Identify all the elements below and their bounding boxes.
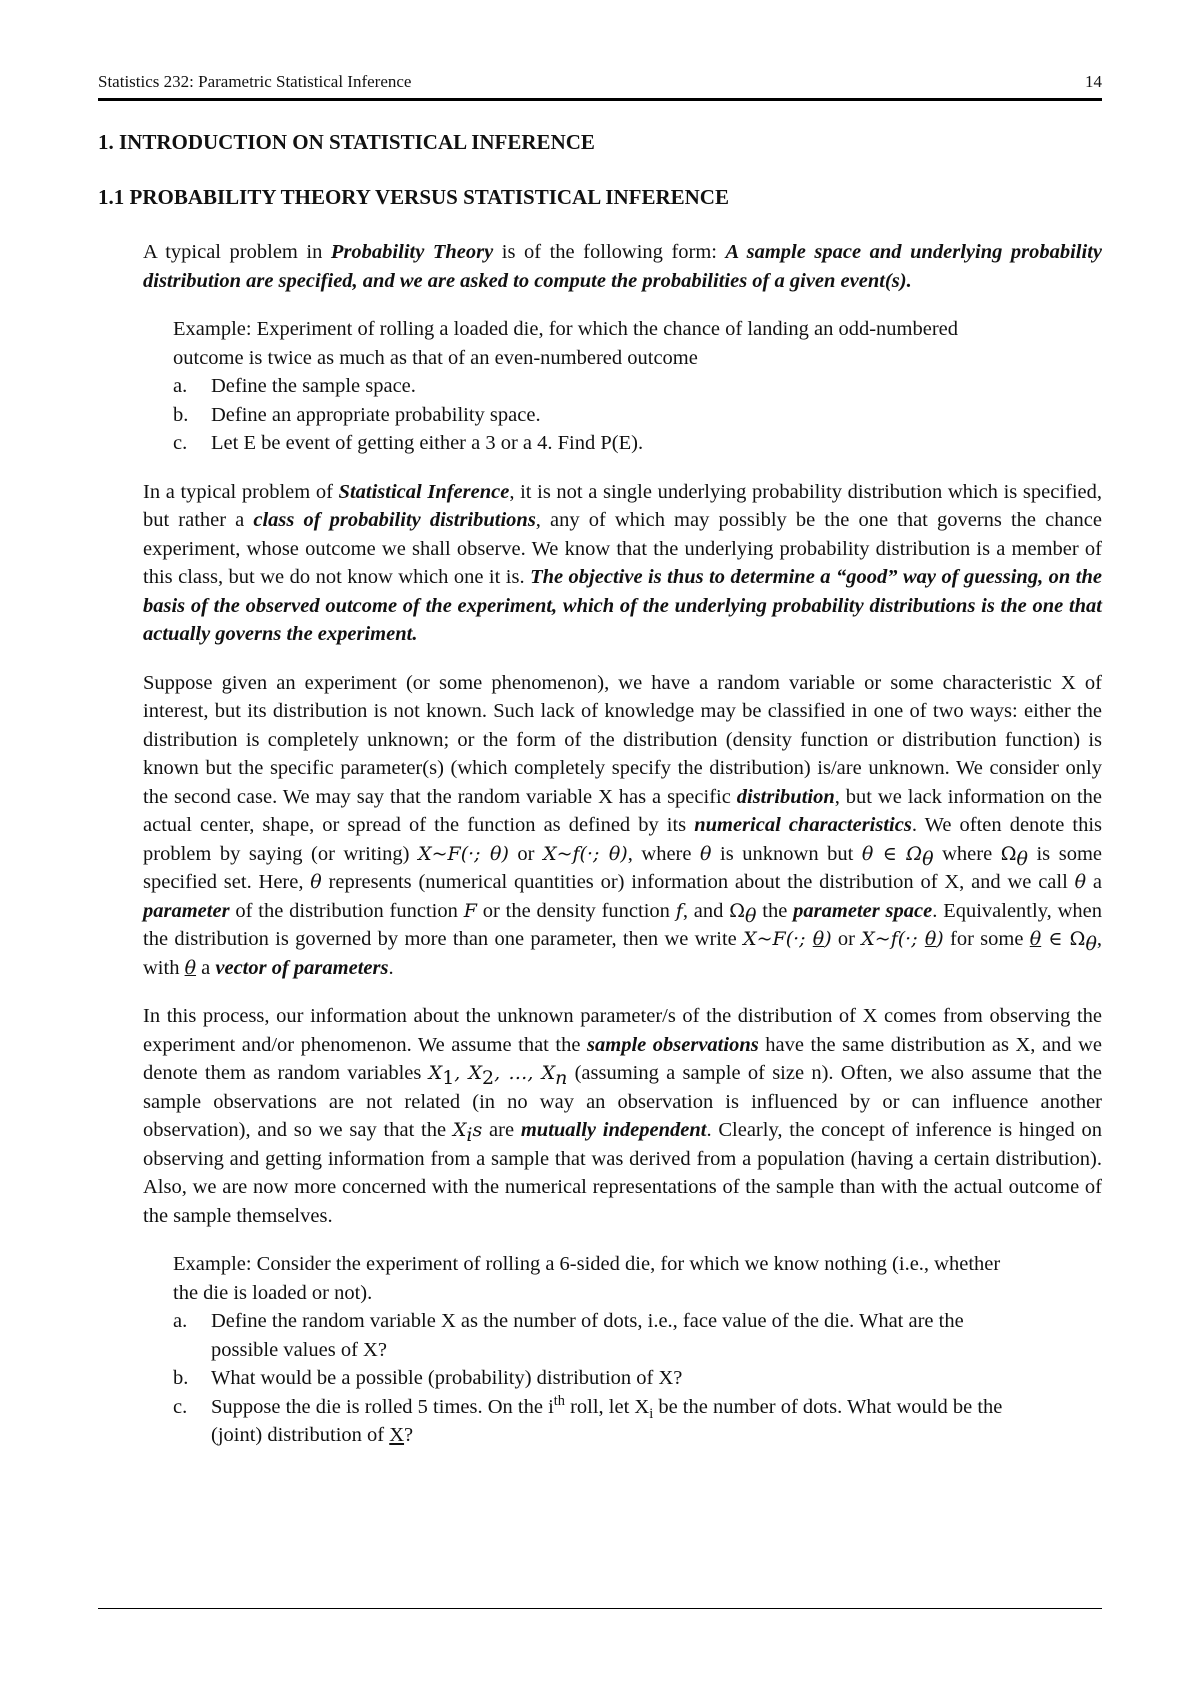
list-item: c. Suppose the die is rolled 5 times. On the $i^{th}$ roll, let $X_i$ be the number of dots. What would be the (joint) distribution of X? [173, 1392, 1003, 1446]
page-content [98, 128, 1103, 1470]
course-title: Statistics 232: Parametric Statistical Inference [98, 72, 412, 91]
paragraph-probability-theory: A typical problem in Probability Theory is of the following form: A sample space and underlying probability distribution are specified, and we are asked to compute the probabilities of a given event(s). [143, 241, 1102, 292]
example-intro: Example: Consider the experiment of rolling a 6-sided die, for which we know nothing (i.e., whether the die is loaded or not). [173, 1253, 1001, 1304]
list-item: a. Define the random variable X as the number of dots, i.e., face value of the die. What are the possible values of X? [173, 1310, 964, 1361]
example-intro: Example: Experiment of rolling a loaded die, for which the chance of landing an odd-numbered outcome is twice as much as that of an even-numbered outcome [173, 318, 958, 369]
chapter-heading: 1. INTRODUCTION ON STATISTICAL INFERENCE [98, 130, 595, 154]
paragraph-parameters: Suppose given an experiment (or some phenomenon), we have a random variable or some characteristic X of interest, but its distribution is not known. Such lack of knowledge may be classified in one of two ways: either the distribution is completely unknown; or the form of the distribution (density function or distribution function) is known but the specific parameter(s) (which completely specify the distribution) is/are unknown. We consider only the second case. We may say that the random variable X has a specific distribution, but we lack information on the actual center, shape, or spread of the function as defined by its numerical characteristics. We often denote this problem by saying (or writing) X~F(·; θ) or X~f(·; θ), where θ is unknown but θ ∈ $\Omega_\theta$ where $\Omega_\theta$ is some specified set. Here, θ represents (numerical quantities or) information about the distribution of X, and we call θ a parameter of the distribution function F or the density function f, and $\Omega_\theta$ the parameter space. Equivalently, when the distribution is governed by more than one parameter, then we write X~F(·; θ) or X~f(·; θ) for some θ ∈ $\Omega_\theta$, with θ a vector of parameters. [143, 671, 1103, 979]
list-item: c. Let E be event of getting either a 3 or a 4. Find P(E). [173, 432, 644, 454]
list-item: b. Define an appropriate probability space. [173, 403, 541, 426]
paragraph-statistical-inference: In a typical problem of Statistical Inference, it is not a single underlying probability distribution which is specified, but rather a class of probability distributions, any of which may possibly be the one that governs the chance experiment, whose outcome we shall observe. We know that the underlying probability distribution is a member of this class, but we do not know which one it is. The objective is thus to determine a “good” way of guessing, on the basis of the observed outcome of the experiment, which of the underlying probability distributions is the one that actually governs the experiment. [143, 480, 1102, 645]
list-item: b. What would be a possible (probability) distribution of X? [173, 1367, 683, 1389]
running-header [98, 72, 1102, 101]
page-number: 14 [1085, 72, 1102, 91]
section-heading: 1.1 PROBABILITY THEORY VERSUS STATISTICAL INFERENCE [98, 184, 729, 209]
example-list [173, 1307, 1022, 1450]
paragraph-sample-observations: In this process, our information about the unknown parameter/s of the distribution of X comes from observing the experiment and/or phenomenon. We assume that the sample observations have the same distribution as X, and we denote them as random variables $X_1$, $X_2$, …, $X_n$ (assuming a sample of size n). Often, we also assume that the sample observations are not related (in no way an observation is influenced by or can influence another observation), and so we say that the $X_is$ are mutually independent. Clearly, the concept of inference is hinged on observing and getting information from a sample that was derived from a population (having a certain distribution). Also, we are now more concerned with the numerical representations of the sample than with the actual outcome of the sample themselves. [143, 1005, 1103, 1227]
list-item: a. Define the sample space. [173, 375, 416, 397]
example-loaded-die [173, 315, 1022, 458]
example-six-sided-die [173, 1250, 1022, 1450]
footer-divider [98, 1608, 1102, 1609]
example-list [173, 372, 1022, 458]
